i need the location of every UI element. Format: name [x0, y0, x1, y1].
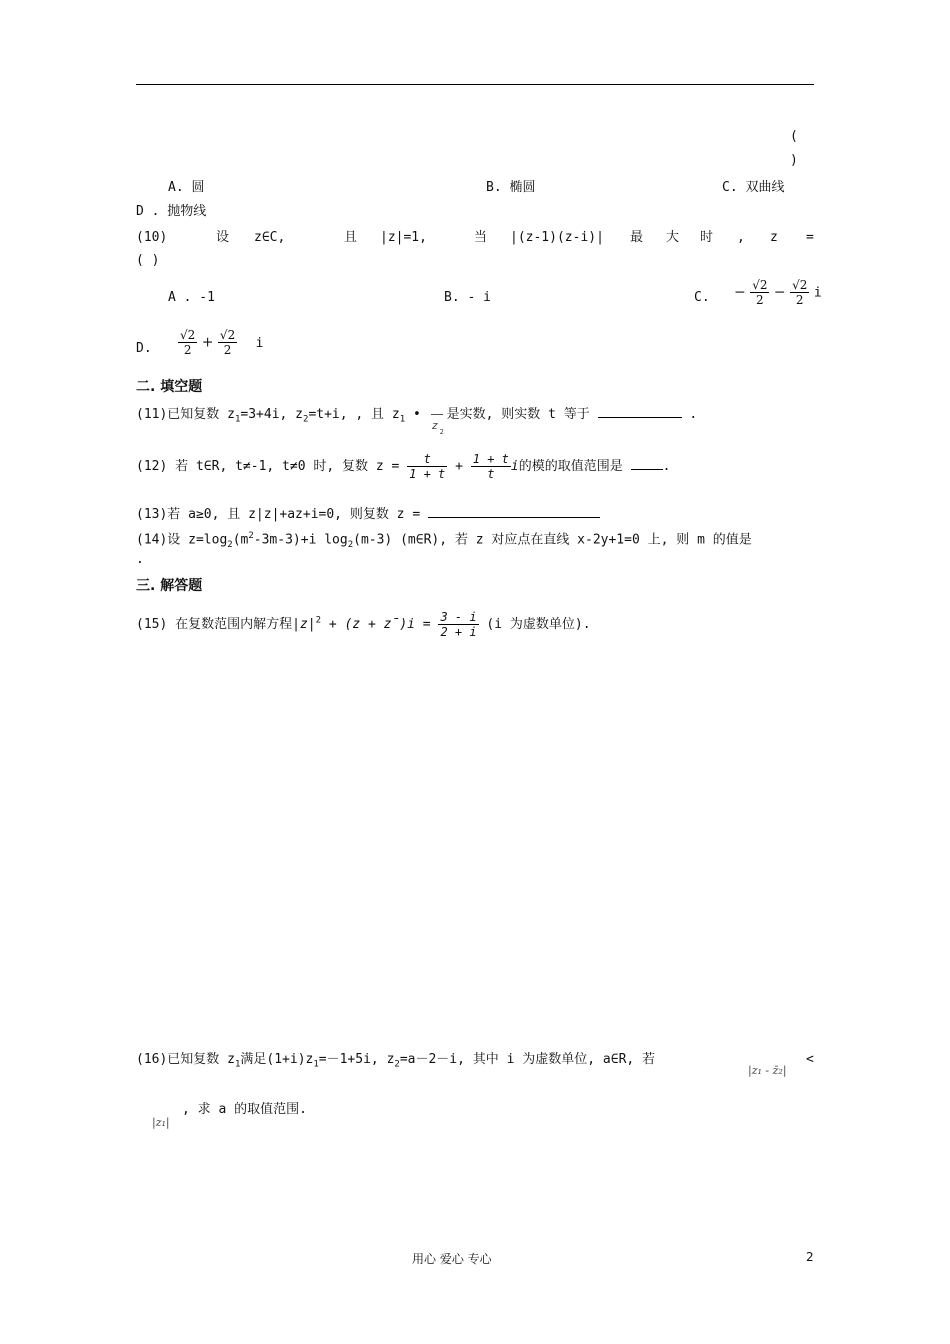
- q10-option-a: A . -1: [168, 290, 215, 305]
- fraction-numerator: 1 + t: [472, 452, 509, 466]
- q16-text: =a－2－i, 其中 i 为虚数单位, a∈R, 若: [399, 1052, 656, 1067]
- q12: [136, 452, 670, 481]
- imaginary-unit: i: [813, 285, 822, 301]
- footer-slogan: 用心 爱心 专心: [412, 1252, 492, 1266]
- equation-middle: + (z + z̄)i =: [328, 617, 431, 632]
- q11-text: .: [681, 407, 698, 422]
- q14-trailing-dot: .: [136, 552, 144, 567]
- q10-text: 最: [630, 230, 644, 245]
- subscript: 2: [347, 539, 354, 550]
- q15-text: (i 为虚数单位).: [486, 617, 591, 632]
- q14-text: (m: [232, 532, 249, 548]
- q13: [136, 503, 600, 524]
- plus-sign: +: [455, 459, 463, 474]
- fraction: [790, 278, 809, 307]
- q10-text: 且: [344, 230, 358, 245]
- superscript: 2: [315, 615, 322, 626]
- q10-option-d-expr: [178, 328, 263, 357]
- q13-text: (13)若 a≥0, 且 z|z|+az+i=0, 则复数 z =: [136, 507, 421, 522]
- fraction-numerator: √2: [752, 278, 768, 292]
- minus-sign: −: [773, 284, 786, 301]
- q9-paren-open: (: [790, 129, 798, 144]
- subscript: 2: [439, 428, 444, 436]
- q11-text: (11)已知复数 z: [136, 407, 235, 422]
- q10-text: |z|=1,: [380, 230, 427, 245]
- variable-z: z: [431, 419, 439, 432]
- fraction-denominator: 2: [756, 293, 764, 307]
- q12-text: .: [662, 459, 671, 474]
- q12-answer-blank[interactable]: [631, 455, 663, 470]
- q10-option-b: B. - i: [444, 290, 491, 305]
- q14-text: (m-3) (m∈R), 若 z 对应点在直线 x-2y+1=0 上, 则 m 的值是: [353, 532, 752, 548]
- q9-option-d: D . 抛物线: [136, 204, 207, 219]
- fraction-denominator: 2: [223, 343, 232, 357]
- fraction: [750, 278, 769, 307]
- fraction-denominator: 2: [795, 293, 804, 307]
- section-heading-fill-in: 二. 填空题: [136, 379, 203, 395]
- q10-text: z: [770, 230, 778, 245]
- subscript: 1: [399, 414, 406, 425]
- q10-text: z∈C,: [254, 230, 286, 245]
- fraction: [218, 328, 237, 357]
- fraction-numerator: t: [407, 452, 447, 467]
- q10-answer-paren: ( ): [136, 253, 160, 268]
- z2-conjugate: [429, 403, 447, 436]
- q10-option-c-label: C.: [694, 290, 710, 305]
- plus-sign: +: [201, 334, 214, 351]
- q10-text: ,: [737, 230, 745, 245]
- q11-text: =3+4i, z: [240, 407, 304, 422]
- subscript: 1: [234, 1059, 241, 1070]
- q10-text: 大: [666, 230, 680, 245]
- q11-answer-blank[interactable]: [598, 403, 682, 418]
- q15: [136, 610, 591, 639]
- subscript: 2: [227, 539, 233, 550]
- q16-text: =－1+5i, z: [318, 1052, 395, 1067]
- q16-abs-z1: |z₁|: [152, 1116, 170, 1129]
- subscript: 2: [303, 414, 309, 425]
- q9-option-c: C. 双曲线: [722, 180, 785, 195]
- q16-abs-difference: |z₁ - z̄₂|: [748, 1064, 787, 1077]
- fraction: [438, 610, 478, 639]
- superscript: 2: [248, 531, 254, 541]
- fraction: [471, 452, 511, 481]
- modulus-z: |z|: [292, 617, 316, 632]
- imaginary-unit: i: [255, 335, 264, 351]
- subscript: 1: [234, 414, 241, 425]
- fraction-numerator: √2: [180, 328, 196, 342]
- q16: [136, 1051, 655, 1074]
- fraction-denominator: t: [487, 467, 495, 481]
- q9-paren-close: ): [790, 153, 798, 168]
- fraction-numerator: √2: [219, 328, 236, 342]
- q11: [136, 403, 698, 436]
- header-rule: [136, 84, 814, 85]
- q13-answer-blank[interactable]: [428, 503, 600, 518]
- q9-option-b: B. 椭圆: [486, 180, 536, 195]
- q15-text: (15) 在复数范围内解方程: [136, 617, 293, 632]
- q10-option-d-label: D.: [136, 341, 152, 356]
- q12-text: 的模的取值范围是: [518, 459, 623, 474]
- fraction-numerator: √2: [792, 278, 808, 292]
- q10-text: |(z-1)(z-i)|: [510, 230, 604, 245]
- fraction-denominator: 2: [183, 343, 192, 357]
- fraction-denominator: 2 + i: [440, 625, 477, 639]
- q14: [136, 527, 752, 554]
- q12-text: (12) 若 t∈R, t≠-1, t≠0 时, 复数 z =: [136, 459, 400, 474]
- q14-text: -3m-3)+i log: [253, 532, 348, 548]
- q11-text: 是实数, 则实数 t 等于: [446, 407, 590, 422]
- subscript: 1: [313, 1059, 319, 1070]
- q16-text: 满足(1+i)z: [240, 1052, 314, 1067]
- q10-number: (10): [136, 230, 168, 245]
- q10-text: 设: [216, 230, 230, 245]
- conjugate-bar: [431, 414, 443, 415]
- fraction-numerator: 3 - i: [440, 610, 477, 624]
- q10-text: 当: [474, 230, 488, 245]
- q11-text: =t+i, , 且 z: [308, 407, 400, 422]
- page-number: 2: [806, 1250, 814, 1264]
- fraction-denominator: 1 + t: [409, 467, 446, 481]
- q14-text: (14)设 z=log: [136, 532, 228, 548]
- fraction: [178, 328, 197, 357]
- fraction: [407, 452, 447, 481]
- imaginary-unit: i: [510, 459, 519, 474]
- section-heading-solve: 三. 解答题: [136, 578, 203, 594]
- q16-text: (16)已知复数 z: [136, 1052, 235, 1067]
- minus-sign: −: [734, 284, 746, 301]
- q16-less-than: <: [806, 1052, 814, 1067]
- q16-tail: , 求 a 的取值范围.: [182, 1102, 307, 1117]
- q9-option-a: A. 圆: [168, 180, 205, 195]
- q10-text: =: [806, 230, 814, 245]
- q10-option-c-expr: [734, 278, 822, 307]
- q10-text: 时: [700, 230, 714, 245]
- q11-text: •: [405, 407, 429, 422]
- subscript: 2: [394, 1059, 400, 1070]
